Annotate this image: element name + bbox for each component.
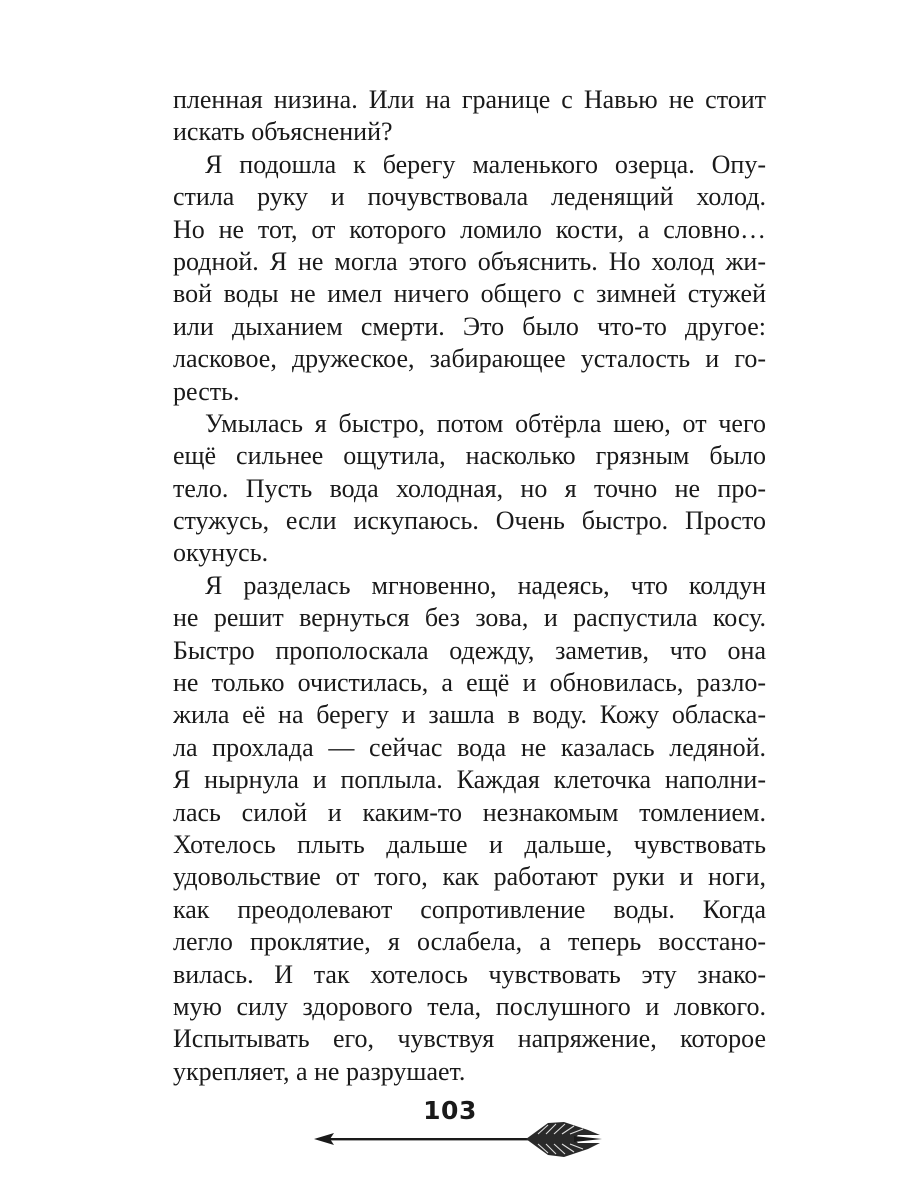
- text-line: стила руку и почувствовала леденящий холод.: [173, 182, 766, 212]
- text-line: Хотелось плыть дальше и дальше, чувствовать: [173, 829, 766, 859]
- text-line: не решит вернуться без зова, и распустила косу.: [173, 603, 766, 633]
- page-number: 103: [423, 1096, 477, 1125]
- text-line: лась силой и каким-то незнакомым томлением.: [173, 797, 766, 827]
- text-line: удовольствие от того, как работают руки и ноги,: [173, 862, 766, 892]
- text-line: ещё сильнее ощутила, насколько грязным было: [173, 441, 766, 471]
- text-line: родной. Я не могла этого объяснить. Но холод жи-: [173, 246, 766, 276]
- paragraph: [173, 408, 766, 570]
- body-text: [173, 84, 766, 1088]
- text-line: ресть.: [173, 376, 240, 406]
- paragraph: [173, 84, 766, 149]
- text-line: Испытывать его, чувствуя напряжение, которое: [173, 1024, 766, 1054]
- paragraph: [173, 149, 766, 408]
- text-line: Но не тот, от которого ломило кости, а словно…: [173, 214, 766, 244]
- arrow-ornament-icon: [312, 1120, 602, 1162]
- text-line: ласковое, дружеское, забирающее усталость и го-: [173, 344, 766, 374]
- text-line: жила её на берегу и зашла в воду. Кожу обласка-: [173, 700, 766, 730]
- text-line: стужусь, если искупаюсь. Очень быстро. Просто: [173, 506, 766, 536]
- text-line: вилась. И так хотелось чувствовать эту знако-: [173, 959, 766, 989]
- text-line: Быстро прополоскала одежду, заметив, что она: [173, 635, 766, 665]
- text-line: мую силу здорового тела, послушного и ловкого.: [173, 991, 766, 1021]
- text-line: или дыханием смерти. Это было что-то другое:: [173, 311, 766, 341]
- text-line: Я разделась мгновенно, надеясь, что колдун: [205, 570, 766, 600]
- text-line: Умылась я быстро, потом обтёрла шею, от чего: [205, 408, 766, 438]
- text-line: как преодолевают сопротивление воды. Когда: [173, 894, 766, 924]
- text-line: Я подошла к берегу маленького озерца. Опу-: [205, 149, 766, 179]
- text-line: тело. Пусть вода холодная, но я точно не про-: [173, 473, 766, 503]
- text-line: не только очистилась, а ещё и обновилась, разло-: [173, 668, 766, 698]
- text-line: укрепляет, а не разрушает.: [173, 1056, 466, 1086]
- text-line: легло проклятие, я ослабела, а теперь восстано-: [173, 927, 766, 957]
- text-line: искать объяснений?: [173, 117, 393, 147]
- text-line: пленная низина. Или на границе с Навью не стоит: [173, 85, 766, 114]
- text-line: ла прохлада — сейчас вода не казалась ледяной.: [173, 732, 766, 762]
- text-line: Я нырнула и поплыла. Каждая клеточка наполни-: [173, 765, 766, 795]
- paragraph: [173, 570, 766, 1088]
- text-line: окунусь.: [173, 538, 269, 568]
- text-line: вой воды не имел ничего общего с зимней стужей: [173, 279, 766, 309]
